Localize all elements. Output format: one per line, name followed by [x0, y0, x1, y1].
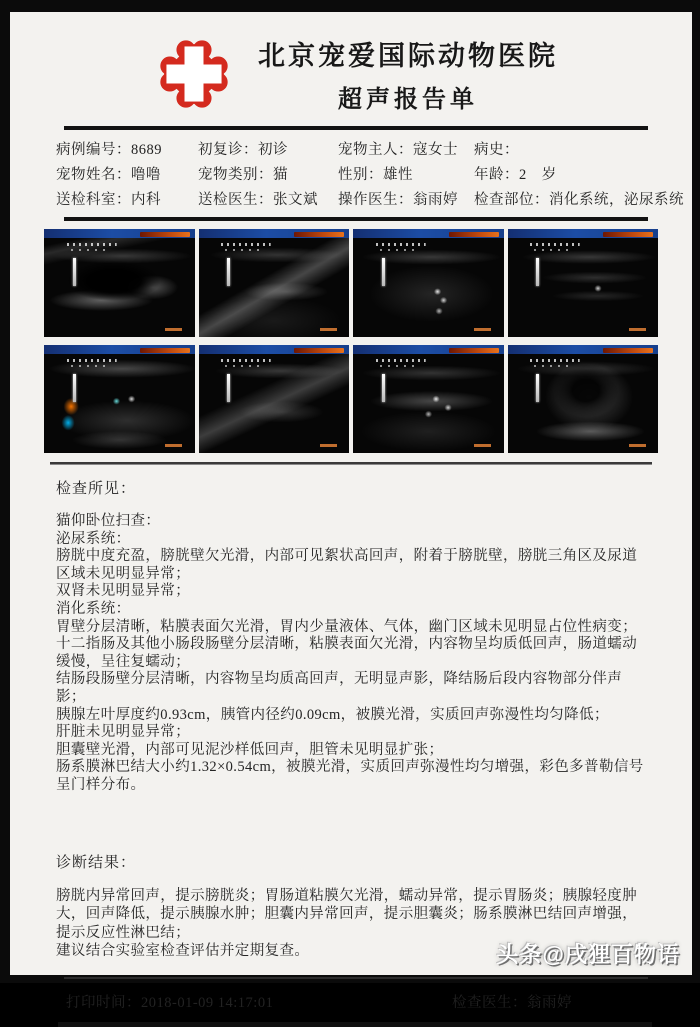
field-operating-doctor — [338, 188, 474, 213]
finding-line: 胰腺左叶厚度约0.93cm，胰管内径约0.09cm，被膜光滑，实质回声弥漫性均匀降低； — [56, 706, 609, 723]
us-annotation-marks — [67, 242, 136, 254]
field-label: 宠物主人： — [338, 142, 413, 158]
finding-line: 结肠段肠壁分层清晰，内容物呈均质高回声，无明显声影，降结肠后段内容物部分伴声影； — [56, 671, 623, 705]
doctor-name: 翁雨婷 — [527, 994, 572, 1011]
field-label: 性别： — [338, 167, 383, 183]
us-scale-marker — [227, 258, 230, 286]
hospital-red-cross-icon — [156, 36, 232, 112]
finding-line: 胆囊壁光滑，内部可见泥沙样低回声，胆管未见明显扩张； — [56, 741, 444, 758]
field-department — [56, 188, 198, 213]
us-caption-mark — [474, 444, 491, 447]
ultrasound-thumbnail-6 — [199, 345, 350, 453]
us-annotation-marks — [67, 358, 136, 370]
ultrasound-thumbnail-8 — [508, 345, 659, 453]
field-sex — [338, 163, 474, 188]
ultrasound-thumbnail-5 — [44, 345, 195, 453]
finding-line: 消化系统： — [56, 600, 131, 617]
field-value: 雄性 — [383, 167, 413, 183]
finding-line: 猫仰卧位扫查： — [56, 513, 161, 529]
bottom-border-line — [58, 1022, 652, 1027]
ultrasound-thumbnail-7 — [353, 345, 504, 453]
us-annotation-marks — [376, 358, 445, 370]
us-scale-marker — [227, 374, 230, 402]
field-visit-type — [198, 138, 338, 163]
us-colormap-bar — [140, 232, 190, 237]
ultrasound-thumbnail-4 — [508, 229, 659, 337]
ultrasound-thumbnail-1 — [44, 229, 195, 337]
print-time — [66, 991, 273, 1012]
us-scale-marker — [73, 258, 76, 286]
us-colormap-bar — [294, 348, 344, 353]
field-pet-type — [198, 163, 338, 188]
print-time-value: 2018-01-09 14:17:01 — [141, 994, 274, 1011]
us-caption-mark — [320, 328, 337, 331]
field-value: 消化系统，泌尿系统 — [549, 192, 684, 208]
us-caption-mark — [165, 328, 182, 331]
field-label: 送检科室： — [56, 192, 131, 208]
header-divider-line — [64, 126, 648, 130]
us-caption-mark — [629, 328, 646, 331]
field-history — [474, 138, 684, 163]
us-colormap-bar — [449, 232, 499, 237]
field-label: 病例编号： — [56, 142, 131, 158]
finding-line: 膀胱中度充盈，膀胱壁欠光滑，内部可见絮状高回声，附着于膀胱壁，膀胱三角区及尿道区域未见明显异常； — [56, 548, 638, 582]
us-caption-mark — [474, 328, 491, 331]
report-page — [10, 12, 692, 1011]
field-value: 噜噜 — [131, 167, 161, 183]
finding-line: 胃壁分层清晰，粘膜表面欠光滑，胃内少量液体、气体，幽门区域未见明显占位性病变； — [56, 618, 638, 635]
findings-title: 检查所见： — [56, 481, 137, 497]
field-label: 宠物类别： — [198, 167, 273, 183]
ultrasound-thumbnail-3 — [353, 229, 504, 337]
finding-line: 肠系膜淋巴结大小约1.32×0.54cm，被膜光滑，实质回声弥漫性均匀增强，彩色多普勒信号呈门样分布。 — [56, 759, 644, 793]
footer-divider-line — [64, 977, 648, 979]
diagnosis-line: 膀胱内异常回声，提示膀胱炎；胃肠道粘膜欠光滑，蠕动异常，提示胃肠炎；胰腺轻度肿大，回声降低，提示胰腺水肿；胆囊内异常回声，提示胆囊炎；肠系膜淋巴结回声增强，提示反应性淋巴结； — [56, 887, 638, 941]
field-case-number — [56, 138, 198, 163]
field-exam-site — [474, 188, 684, 213]
us-colormap-bar — [140, 348, 190, 353]
field-label: 初复诊： — [198, 142, 258, 158]
field-value: 8689 — [131, 142, 162, 158]
us-colormap-bar — [603, 348, 653, 353]
finding-line: 肝脏未见明显异常； — [56, 724, 191, 741]
field-age — [474, 163, 684, 188]
us-scale-marker — [536, 374, 539, 402]
us-caption-mark — [320, 444, 337, 447]
doctor-label: 检查医生： — [452, 994, 527, 1011]
field-referring-doctor — [198, 188, 338, 213]
ultrasound-thumbnail-2 — [199, 229, 350, 337]
patient-info-table — [56, 138, 684, 213]
field-label: 宠物姓名： — [56, 167, 131, 183]
us-annotation-marks — [530, 242, 599, 254]
findings-section — [56, 477, 650, 795]
finding-line: 泌尿系统： — [56, 530, 131, 547]
us-scale-marker — [73, 374, 76, 402]
info-divider-line — [64, 217, 648, 221]
us-caption-mark — [165, 444, 182, 447]
field-pet-name — [56, 163, 198, 188]
us-colormap-bar — [603, 232, 653, 237]
ultrasound-image-grid — [44, 229, 658, 453]
field-value: 初诊 — [258, 142, 288, 158]
toutiao-watermark: 头条@戌狸百物语 — [496, 942, 680, 967]
us-caption-mark — [629, 444, 646, 447]
us-annotation-marks — [221, 358, 290, 370]
field-label: 送检医生： — [198, 192, 273, 208]
title-block — [258, 34, 558, 114]
report-header — [16, 12, 698, 118]
field-label: 操作医生： — [338, 192, 413, 208]
diagnosis-title: 诊断结果： — [56, 854, 137, 871]
us-annotation-marks — [376, 242, 445, 254]
report-footer — [66, 991, 572, 1012]
examining-doctor — [452, 991, 572, 1012]
us-scale-marker — [536, 258, 539, 286]
us-scale-marker — [382, 258, 385, 286]
images-divider-line — [50, 462, 652, 465]
field-label: 年龄： — [474, 167, 519, 183]
print-time-label: 打印时间： — [66, 994, 141, 1011]
field-value: 翁雨婷 — [413, 192, 458, 208]
finding-line: 十二指肠及其他小肠段肠壁分层清晰，粘膜表面欠光滑，内容物呈均质低回声，肠道蠕动缓慢，呈往复蠕动； — [56, 636, 638, 670]
field-value: 2 岁 — [519, 167, 557, 183]
field-value: 内科 — [131, 192, 161, 208]
us-annotation-marks — [221, 242, 290, 254]
field-value: 寇女士 — [413, 142, 458, 158]
us-colormap-bar — [294, 232, 344, 237]
us-scale-marker — [382, 374, 385, 402]
field-value: 张文斌 — [273, 192, 318, 208]
field-owner — [338, 138, 474, 163]
hospital-name: 北京宠爱国际动物医院 — [258, 41, 558, 71]
field-label: 检查部位： — [474, 192, 549, 208]
field-label: 病史： — [474, 142, 519, 158]
report-title: 超声报告单 — [338, 87, 478, 113]
diagnosis-line: 建议结合实验室检查评估并定期复查。 — [56, 943, 310, 959]
finding-line: 双肾未见明显异常； — [56, 583, 191, 600]
us-annotation-marks — [530, 358, 599, 370]
us-colormap-bar — [449, 348, 499, 353]
field-value: 猫 — [273, 167, 288, 183]
